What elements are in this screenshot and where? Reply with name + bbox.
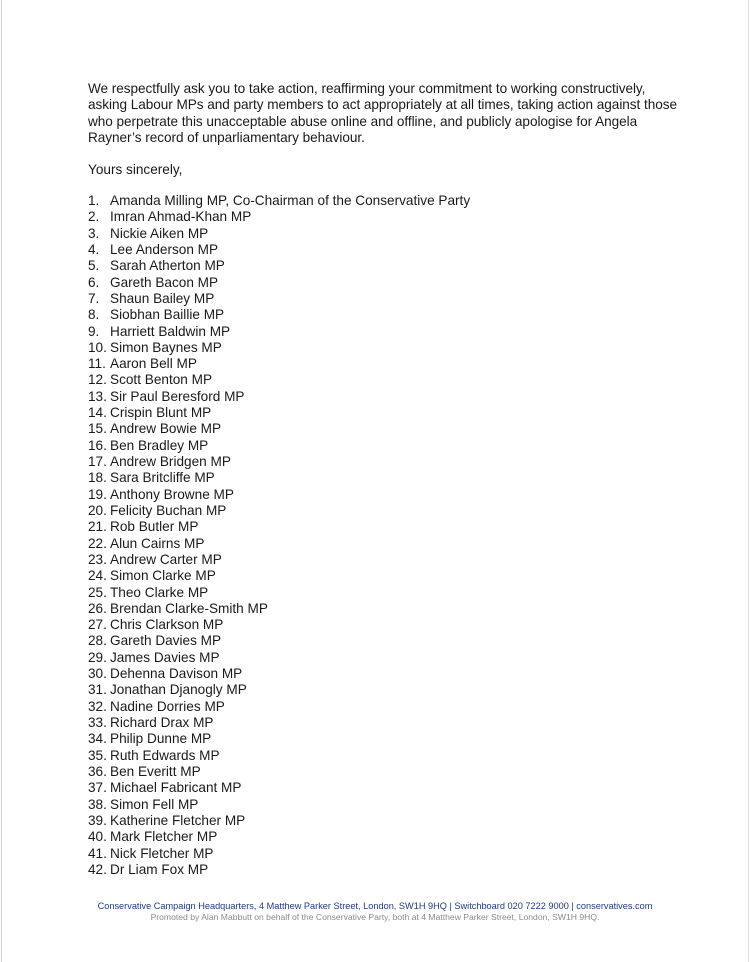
signatory-item: [88, 324, 678, 340]
signatory-name: Shaun Bailey MP: [110, 290, 215, 306]
signatory-number: 20.: [88, 502, 107, 518]
signatory-item: [88, 470, 678, 486]
signatory-item: [88, 454, 678, 470]
signatory-number: 15.: [88, 421, 107, 437]
signatory-number: 18.: [88, 470, 107, 486]
signatory-number: 7.: [88, 290, 100, 306]
signatory-item: [88, 585, 678, 601]
signatory-number: 40.: [88, 829, 107, 845]
closing-salutation: Yours sincerely,: [88, 161, 183, 177]
signatory-name: Imran Ahmad-Khan MP: [110, 209, 252, 225]
signatory-number: 34.: [88, 731, 107, 747]
signatory-item: [88, 682, 678, 698]
signatory-number: 35.: [88, 747, 107, 763]
signatory-name: Philip Dunne MP: [110, 731, 212, 747]
signatory-item: [88, 552, 678, 568]
footer-promoted-by: Promoted by Alan Mabbutt on behalf of the Conservative Party, both at 4 Matthew Parker Street, London, SW1H 9HQ.: [150, 912, 600, 922]
page-footer: [0, 901, 750, 922]
signatory-name: Siobhan Baillie MP: [110, 307, 225, 323]
signatory-item: [88, 258, 678, 274]
signatory-number: 32.: [88, 698, 107, 714]
signatory-name: Sir Paul Beresford MP: [110, 388, 245, 404]
signatory-number: 26.: [88, 600, 107, 616]
signatory-item: [88, 536, 678, 552]
signatory-item: [88, 650, 678, 666]
signatory-item: [88, 389, 678, 405]
signatory-item: [88, 372, 678, 388]
signatory-item: [88, 715, 678, 731]
signatory-name: Nick Fletcher MP: [110, 845, 214, 861]
signatory-name: Simon Fell MP: [110, 796, 199, 812]
signatory-name: Sarah Atherton MP: [110, 258, 225, 274]
signatory-name: Andrew Carter MP: [110, 551, 222, 567]
signatory-number: 9.: [88, 323, 100, 339]
signatory-number: 8.: [88, 307, 100, 323]
signatory-item: [88, 405, 678, 421]
signatory-number: 10.: [88, 339, 107, 355]
signatory-number: 6.: [88, 274, 100, 290]
signatory-item: [88, 242, 678, 258]
signatory-name: Crispin Blunt MP: [110, 405, 212, 421]
signatory-item: [88, 748, 678, 764]
signatory-name: Nadine Dorries MP: [110, 698, 225, 714]
signatory-item: [88, 226, 678, 242]
signatory-item: [88, 275, 678, 291]
signatory-number: 33.: [88, 715, 107, 731]
signatory-name: Dr Liam Fox MP: [110, 861, 209, 877]
signatory-item: [88, 862, 678, 878]
signatory-number: 11.: [88, 356, 106, 372]
letter-body: [88, 81, 678, 878]
signatory-number: 39.: [88, 812, 107, 828]
signatory-item: [88, 780, 678, 796]
signatory-number: 30.: [88, 666, 107, 682]
signatory-name: Theo Clarke MP: [110, 584, 209, 600]
footer-address: Conservative Campaign Headquarters, 4 Matthew Parker Street, London, SW1H 9HQ | Switchboard 020 7222 9000 | conservatives.com: [97, 901, 653, 911]
signatory-name: Scott Benton MP: [110, 372, 213, 388]
signatory-name: Richard Drax MP: [110, 715, 214, 731]
signatory-number: 25.: [88, 584, 107, 600]
signatory-name: Anthony Browne MP: [110, 486, 234, 502]
signatory-number: 13.: [88, 388, 107, 404]
signatory-item: [88, 617, 678, 633]
signatory-name: Gareth Bacon MP: [110, 274, 219, 290]
signatory-name: Simon Baynes MP: [110, 339, 222, 355]
signatory-item: [88, 846, 678, 862]
signatory-name: Andrew Bridgen MP: [110, 454, 231, 470]
signatory-item: [88, 797, 678, 813]
signatory-item: [88, 209, 678, 225]
signatory-number: 38.: [88, 796, 107, 812]
signatory-item: [88, 829, 678, 845]
signatory-name: Mark Fletcher MP: [110, 829, 218, 845]
signatory-name: Lee Anderson MP: [110, 241, 219, 257]
signatory-number: 42.: [88, 861, 107, 877]
signatory-number: 24.: [88, 568, 107, 584]
signatory-number: 19.: [88, 486, 107, 502]
signatory-number: 12.: [88, 372, 107, 388]
signatory-number: 3.: [88, 225, 100, 241]
signatory-number: 41.: [88, 845, 107, 861]
signatory-number: 22.: [88, 535, 107, 551]
signatory-name: Jonathan Djanogly MP: [110, 682, 247, 698]
signatory-number: 5.: [88, 258, 100, 274]
signatory-name: Katherine Fletcher MP: [110, 812, 246, 828]
signatory-name: Aaron Bell MP: [110, 356, 197, 372]
signatory-item: [88, 568, 678, 584]
signatory-number: 17.: [88, 454, 107, 470]
page-right-edge: [748, 0, 749, 962]
signatory-number: 31.: [88, 682, 107, 698]
signatory-item: [88, 193, 678, 209]
signatory-number: 29.: [88, 649, 107, 665]
signatory-item: [88, 666, 678, 682]
signatory-item: [88, 519, 678, 535]
signatory-name: James Davies MP: [110, 649, 220, 665]
signatory-name: Sara Britcliffe MP: [110, 470, 215, 486]
signatory-name: Brendan Clarke-Smith MP: [110, 600, 268, 616]
signatory-name: Harriett Baldwin MP: [110, 323, 231, 339]
signatory-name: Dehenna Davison MP: [110, 666, 243, 682]
signatory-item: [88, 633, 678, 649]
signatory-name: Nickie Aiken MP: [110, 225, 209, 241]
signatory-name: Ruth Edwards MP: [110, 747, 220, 763]
signatory-item: [88, 813, 678, 829]
signatory-number: 28.: [88, 633, 107, 649]
signatory-name: Felicity Buchan MP: [110, 502, 227, 518]
signatory-item: [88, 356, 678, 372]
signatory-name: Andrew Bowie MP: [110, 421, 222, 437]
signatory-item: [88, 291, 678, 307]
signatory-list: [88, 193, 678, 878]
signatory-name: Gareth Davies MP: [110, 633, 222, 649]
signatory-item: [88, 438, 678, 454]
signatory-item: [88, 307, 678, 323]
signatory-name: Michael Fabricant MP: [110, 780, 242, 796]
signatory-name: Simon Clarke MP: [110, 568, 216, 584]
signatory-number: 21.: [88, 519, 107, 535]
page-left-edge: [1, 0, 2, 962]
request-paragraph: We respectfully ask you to take action, reaffirming your commitment to working constructively, asking Labour MPs and party members to act appropriately at all times, taking action against those who perpetrate this unacceptable abuse online and offline, and publicly apologise for Angela Rayner’s record of unparliamentary behaviour.: [88, 81, 678, 146]
signatory-item: [88, 503, 678, 519]
signatory-name: Rob Butler MP: [110, 519, 199, 535]
signatory-number: 4.: [88, 241, 100, 257]
signatory-item: [88, 601, 678, 617]
signatory-number: 14.: [88, 405, 107, 421]
signatory-item: [88, 764, 678, 780]
signatory-item: [88, 340, 678, 356]
signatory-number: 36.: [88, 763, 107, 779]
signatory-number: 2.: [88, 209, 100, 225]
signatory-number: 37.: [88, 780, 107, 796]
signatory-name: Ben Bradley MP: [110, 437, 209, 453]
signatory-number: 23.: [88, 551, 107, 567]
signatory-name: Chris Clarkson MP: [110, 617, 224, 633]
signatory-item: [88, 731, 678, 747]
signatory-number: 27.: [88, 617, 107, 633]
signatory-item: [88, 421, 678, 437]
signatory-item: [88, 699, 678, 715]
signatory-name: Amanda Milling MP, Co-Chairman of the Conservative Party: [110, 193, 471, 209]
signatory-name: Alun Cairns MP: [110, 535, 205, 551]
signatory-number: 1.: [88, 193, 100, 209]
signatory-item: [88, 487, 678, 503]
signatory-number: 16.: [88, 437, 107, 453]
signatory-name: Ben Everitt MP: [110, 763, 201, 779]
